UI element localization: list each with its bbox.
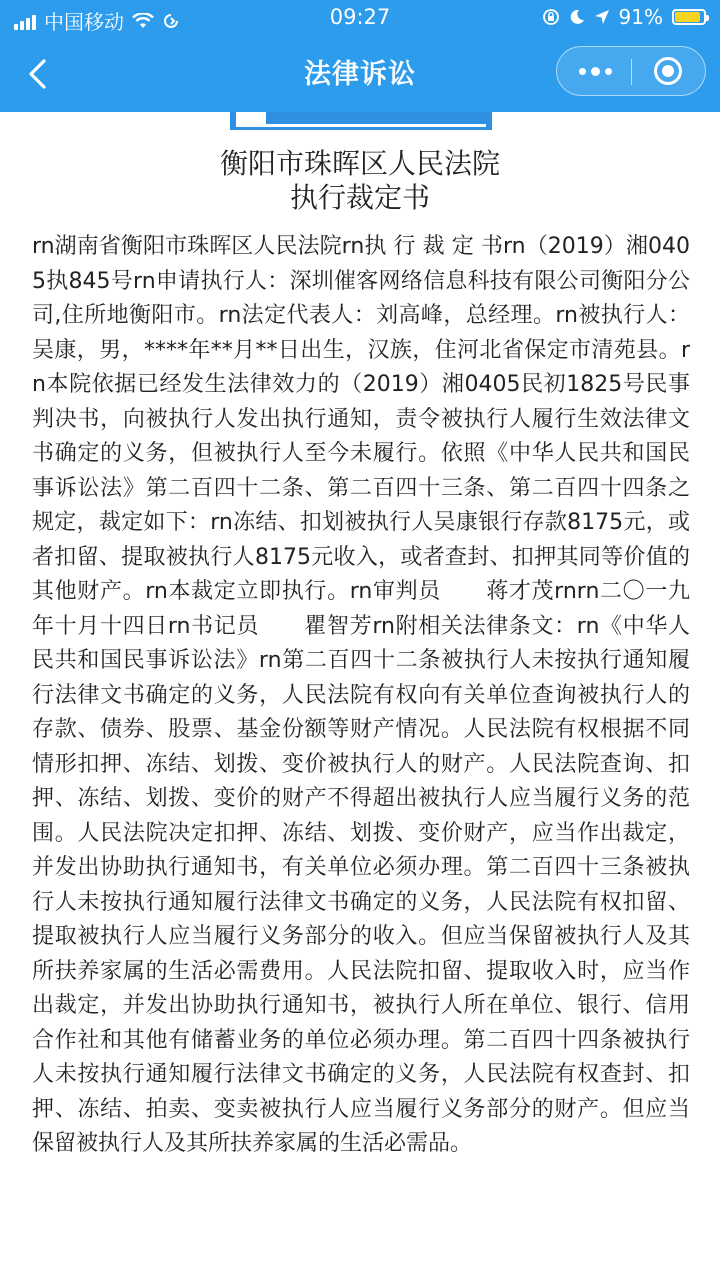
more-dot-icon	[579, 68, 586, 75]
battery-icon	[672, 9, 706, 25]
mini-program-capsule	[556, 46, 706, 96]
status-time: 09:27	[329, 5, 391, 29]
moon-icon	[569, 9, 585, 25]
banner-underline	[236, 124, 486, 127]
top-bar	[0, 0, 720, 112]
status-right	[542, 5, 706, 29]
banner-mark	[236, 112, 266, 124]
document-type: 执行裁定书	[289, 181, 430, 214]
document-body: rn湖南省衡阳市珠晖区人民法院rn执 行 裁 定 书rn（2019）湘0405执845号rn申请执行人：深圳催客网络信息科技有限公司衡阳分公司,住所地衡阳市。rn法定代表人：刘高峰，总经理。rn被执行人：吴康，男，****年**月**日出生，汉族，住河北省保定市清苑县。rn本院依据已经发生法律效力的（2019）湘0405民初1825号民事判决书，向被执行人发出执行通知，责令被执行人履行生效法律文书确定的义务，但被执行人至今未履行。依照《中华人民共和国民事诉讼法》第二百四十二条、第二百四十三条、第二百四十四条之规定，裁定如下：rn冻结、扣划被执行人吴康银行存款8175元，或者扣留、提取被执行人8175元收入，或者查封、扣押其同等价值的其他财产。rn本裁定立即执行。rn审判员 蒋才茂rnrn二〇一九年十月十四日rn书记员 瞿智芳rn附相关法律条文：rn《中华人民共和国民事诉讼法》rn第二百四十二条被执行人未按执行通知履行法律文书确定的义务，人民法院有权向有关单位查询被执行人的存款、债券、股票、基金份额等财产情况。人民法院有权根据不同情形扣押、冻结、划拨、变价被执行人的财产。人民法院查询、扣押、冻结、划拨、变价的财产不得超出被执行人应当履行义务的范围。人民法院决定扣押、冻结、划拨、变价财产，应当作出裁定，并发出协助执行通知书，有关单位必须办理。第二百四十三条被执行人未按执行通知履行法律文书确定的义务，人民法院有权扣留、提取被执行人应当履行义务部分的收入。但应当保留被执行人及其所扶养家属的生活必需费用。人民法院扣留、提取收入时，应当作出裁定，并发出协助执行通知书，被执行人所在单位、银行、信用合作社和其他有储蓄业务的单位必须办理。第二百四十四条被执行人未按执行通知履行法律文书确定的义务，人民法院有权查封、扣押、冻结、拍卖、变卖被执行人应当履行义务部分的财产。但应当保留被执行人及其所扶养家属的生活必需品。	[32, 234, 690, 1156]
page-title: 法律诉讼	[304, 59, 416, 90]
header-image-strip	[230, 112, 492, 130]
more-button[interactable]	[557, 47, 631, 95]
location-icon	[594, 9, 610, 25]
carrier-label: 中国移动	[44, 10, 124, 34]
status-bar	[0, 0, 720, 34]
target-dot-icon	[662, 65, 674, 77]
more-dot-icon	[591, 67, 600, 76]
battery-fill	[675, 12, 700, 22]
battery-percent: 91%	[618, 5, 663, 29]
more-dot-icon	[605, 68, 612, 75]
court-name: 衡阳市珠晖区人民法院	[219, 147, 500, 180]
exit-button[interactable]	[632, 47, 706, 95]
rotation-lock-icon	[542, 8, 560, 26]
